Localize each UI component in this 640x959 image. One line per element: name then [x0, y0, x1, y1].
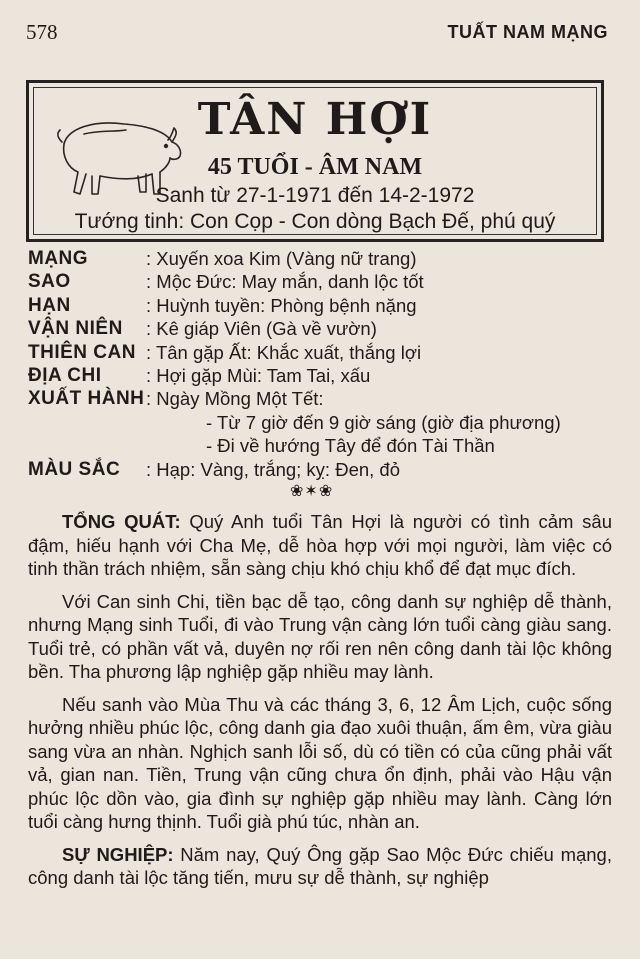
info-value: : Tân gặp Ất: Khắc xuất, thắng lợi	[146, 341, 422, 363]
info-row-han	[28, 294, 618, 317]
section-heading: SỰ NGHIỆP:	[62, 843, 174, 865]
body-text	[28, 510, 612, 899]
ornament-divider: ❀✶❀	[290, 483, 334, 500]
running-head: TUẤT NAM MẠNG	[447, 22, 608, 42]
info-label: MẠNG	[28, 248, 89, 269]
info-value: : Xuyến xoa Kim (Vàng nữ trang)	[146, 248, 417, 269]
info-value: : Hạp: Vàng, trắng; kỵ: Đen, đỏ	[146, 458, 401, 480]
birth-range: Sanh từ 27-1-1971 đến 14-2-1972	[155, 184, 475, 207]
info-value: - Đi về hướng Tây để đón Tài Thần	[206, 435, 495, 457]
star-line: Tướng tinh: Con Cọp - Con dòng Bạch Đế, phú quý	[74, 210, 556, 233]
info-row-thien-can	[28, 341, 618, 364]
title-box	[26, 80, 604, 242]
paragraph-text: Quý Anh tuổi Tân Hợi là người có tình cảm sâu đậm, hiếu hạnh với Cha Mẹ, dễ hòa hợp với mọi người, làm việc có tinh thần trách nhiệm, sẵn sàng chịu khó chịu khổ để đạt mục đích.	[28, 511, 612, 579]
paragraph-text: Nếu sanh vào Mùa Thu và các tháng 3, 6, 12 Âm Lịch, cuộc sống hưởng nhiều phúc lộc, công danh gia đạo xuôi thuận, ấm êm, vừa giàu sang vừa an nhàn. Nghịch sanh lỗi số, dù có tiền có của cũng phải vất vả, gian nan. Tiền, Trung vận cũng chưa ổn định, phải vào Hậu vận phúc lộc dồn vào, gia đình sự nghiệp gặp nhiều may lành. Càng lớn tuổi càng hưng thịnh. Tuổi già phú túc, nhàn an.	[28, 693, 612, 832]
info-row-xuat-hanh-time	[28, 411, 618, 434]
info-label: VẬN NIÊN	[28, 318, 123, 340]
info-label	[28, 434, 146, 457]
info-row-xuat-hanh	[28, 387, 618, 410]
info-label: XUẤT HÀNH	[28, 388, 145, 410]
paragraph-text: Năm nay, Quý Ông gặp Sao Mộc Đức chiếu mạng, công danh tài lộc tăng tiến, mưu sự dễ thành, sự nghiệp	[28, 843, 612, 888]
info-value: : Kê giáp Viên (Gà về vườn)	[146, 318, 377, 340]
info-row-van-nien	[28, 317, 618, 340]
info-value: : Hợi gặp Mùi: Tam Tai, xấu	[146, 364, 371, 386]
info-table	[28, 247, 618, 481]
section-heading: TỔNG QUÁT:	[62, 511, 181, 532]
paragraph-season	[28, 693, 612, 834]
info-label	[28, 411, 146, 434]
info-value: - Từ 7 giờ đến 9 giờ sáng (giờ địa phương)	[206, 411, 561, 433]
paragraph-text: Với Can sinh Chi, tiền bạc dễ tạo, công danh sự nghiệp dễ thành, nhưng Mạng sinh Tuổi, đi vào Trung vận càng lớn tuổi càng giàu sang. Tuổi trẻ, có phần vất vả, duyên nợ rối ren nên công danh tài lộc không bền. Tha phương lập nghiệp gặp nhiều may lành.	[28, 590, 612, 682]
info-value: : Ngày Mồng Một Tết:	[146, 388, 324, 410]
page-number: 578	[26, 20, 58, 44]
info-label: HẠN	[28, 294, 71, 316]
info-row-sao	[28, 270, 618, 293]
title-box-inner	[33, 87, 597, 235]
info-row-xuat-hanh-direction	[28, 434, 618, 457]
info-label: ĐỊA CHI	[28, 364, 102, 386]
info-label: SAO	[28, 271, 71, 293]
age-subtitle: 45 TUỔI - ÂM NAM	[207, 154, 423, 180]
info-label: THIÊN CAN	[28, 341, 136, 363]
paragraph-career	[28, 843, 612, 890]
info-row-mang	[28, 247, 618, 270]
page-title: TÂN HỢI	[197, 94, 433, 145]
paragraph-fortune	[28, 590, 612, 684]
info-label: MÀU SẮC	[28, 458, 121, 480]
info-value: : Huỳnh tuyền: Phòng bệnh nặng	[146, 294, 417, 316]
info-row-mau-sac	[28, 458, 618, 481]
info-value: : Mộc Đức: May mắn, danh lộc tốt	[146, 271, 424, 293]
paragraph-overview	[28, 510, 612, 581]
info-row-dia-chi	[28, 364, 618, 387]
